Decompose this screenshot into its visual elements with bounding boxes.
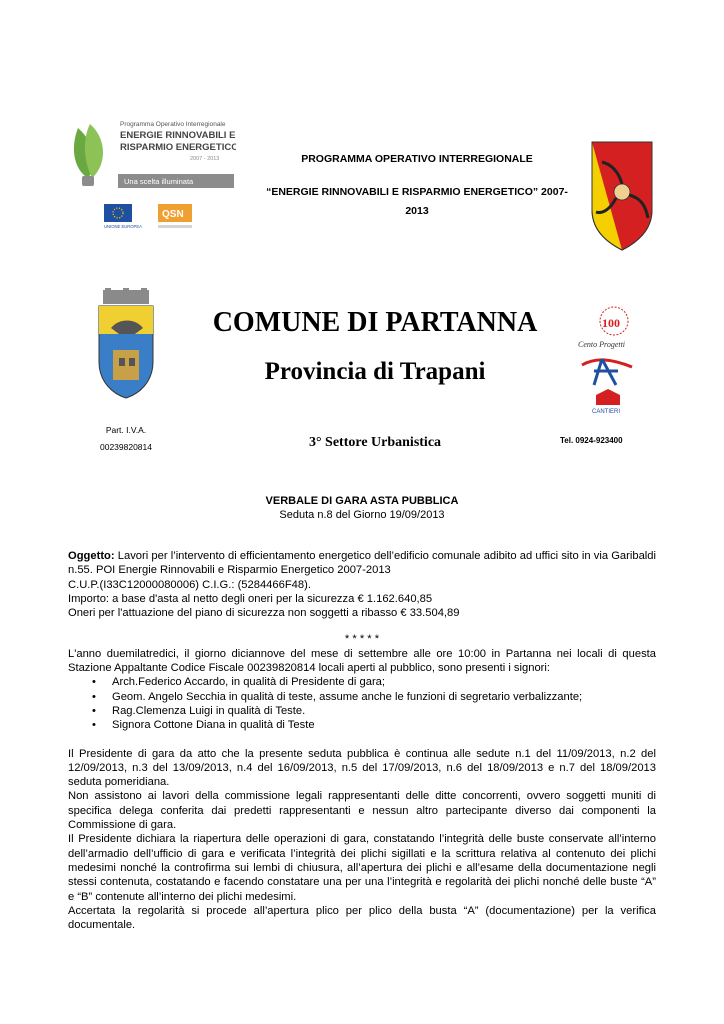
paragraph-attendance: Non assistono ai lavori della commissione legali rappresentanti delle ditte concorrenti, ovvero soggetti muniti di specifica delega conferita dai predetti rappresentanti e nessun altro partecipante diverso dai componenti la Commissione di gara.: [68, 790, 656, 832]
oggetto-paragraph: [68, 549, 656, 578]
piva-label: Part. I.V.A.: [105, 425, 147, 435]
separator-stars: * * * * *: [344, 633, 380, 646]
oggetto-text: Lavori per l’intervento di efficientamento energetico dell’edificio comunale adibito ad uffici sito in via Garibaldi n.55. POI Energie Rinnovabili e Risparmio Energetico 2007-2013: [68, 550, 656, 577]
poi-energie-logo: [68, 118, 236, 192]
telephone: Tel. 0924-923400: [560, 436, 623, 445]
program-line1: PROGRAMMA OPERATIVO INTERREGIONALE: [301, 153, 533, 165]
program-header: [262, 150, 572, 221]
poi-tagline: Una scelta illuminata: [124, 177, 194, 186]
sicily-coat-of-arms: [590, 140, 654, 252]
paragraph-continuation: Il Presidente di gara da atto che la presente seduta pubblica è continua alle sedute n.1 del 11/09/2013, n.2 del 12/09/2013, n.3 del 13/09/2013, n.4 del 16/09/2013, n.5 del 17/09/2013, n.6 del 18/09/2013 e n.7 del 18/09/2013 seduta pomeridiana.: [68, 747, 656, 789]
list-item: • Geom. Angelo Secchia in qualità di teste, assume anche le funzioni di segretario verbalizzante;: [68, 690, 656, 704]
eu-flag-icon: [104, 204, 132, 222]
verbale-subtitle: Seduta n.8 del Giorno 19/09/2013: [279, 509, 445, 521]
program-line2: “ENERGIE RINNOVABILI E RISPARMIO ENERGETICO” 2007-: [266, 186, 568, 198]
poi-line2: ENERGIE RINNOVABILI E: [120, 130, 236, 141]
trinacria-icon: [614, 184, 630, 200]
oggetto-label: Oggetto:: [68, 550, 115, 562]
svg-text:100: 100: [602, 316, 620, 330]
paragraph-opening: Accertata la regolarità si procede all’apertura plico per plico della busta “A” (documentazione) per la verifica documentale.: [68, 904, 656, 932]
poi-years: 2007 - 2013: [190, 156, 220, 162]
program-line3: 2013: [405, 205, 429, 217]
oggetto-oneri: Oneri per l'attuazione del piano di sicurezza non soggetti a ribasso € 33.504,89: [68, 607, 460, 620]
eu-logo-text: UNIONE EUROPEA: [104, 224, 142, 229]
qsn-logo-text: QSN: [162, 209, 184, 220]
document-body: [68, 549, 656, 932]
poi-line3: RISPARMIO ENERGETICO: [120, 142, 236, 153]
cantieri-text: CANTIERI: [592, 409, 621, 415]
piva-value: 00239820814: [99, 442, 152, 452]
verbale-header: [68, 494, 656, 522]
provincia-title: Provincia di Trapani: [264, 358, 486, 385]
partita-iva: [86, 422, 166, 456]
eu-qsn-logos: [100, 204, 200, 232]
partanna-crest: [95, 288, 157, 400]
intro-paragraph: L'anno duemilatredici, il giorno diciannove del mese di settembre alle ore 10:00 in Partanna nei locali di questa Stazione Appaltante Codice Fiscale 00239820814 locali aperti al pubblico, sono presenti i signori:: [68, 647, 656, 675]
paragraph-reopening: Il Presidente dichiara la riapertura delle operazioni di gara, constatando l’integrità delle buste conservate all’interno dell’armadio dell’ufficio di gara e verificata l’integrità dei plichi sigillati e la scrittura relativa al contenuto dei plichi medesimi nonché la controfirma sui lembi di chiusura, all’apertura dei plichi e all’esame della documentazione negli stessi contenuta, costatando e facendo constatare una per una l’integrità e regolarità dei plichi nonché delle buste “A” e “B” contenute all’interno dei plichi medesimi.: [68, 833, 656, 903]
settore-label: 3° Settore Urbanistica: [308, 435, 442, 450]
list-item: • Signora Cottone Diana in qualità di Teste: [68, 718, 656, 732]
comune-title: COMUNE DI PARTANNA: [212, 307, 538, 338]
poi-line1: Programma Operativo Interregionale: [120, 121, 226, 128]
list-item: • Arch.Federico Accardo, in qualità di Presidente di gara;: [68, 675, 656, 689]
oggetto-cup: C.U.P.(I33C12000080006) C.I.G.: (5284466F48).: [68, 578, 311, 591]
list-item: • Rag.Clemenza Luigi in qualità di Teste.: [68, 704, 656, 718]
oggetto-importo: Importo: a base d'asta al netto degli oneri per la sicurezza € 1.162.640,85: [68, 592, 433, 605]
cento-progetti-text: Cento Progetti: [578, 340, 626, 349]
verbale-title: VERBALE DI GARA ASTA PUBBLICA: [265, 495, 459, 507]
cento-progetti-logo: [572, 305, 644, 425]
members-list: [68, 675, 656, 732]
